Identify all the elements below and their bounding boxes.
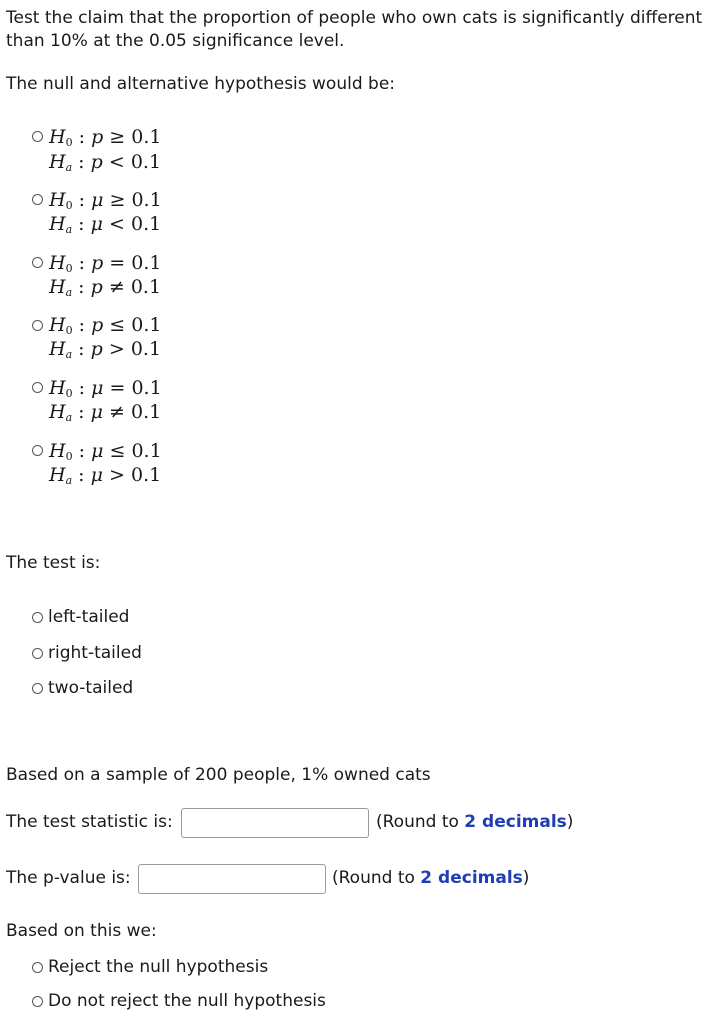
hypothesis-prompt: The null and alternative hypothesis would be: bbox=[6, 74, 396, 94]
conclusion-radio[interactable] bbox=[32, 996, 43, 1007]
test-radio[interactable] bbox=[32, 648, 43, 659]
test-statistic-label: The test statistic is: bbox=[6, 812, 173, 832]
null-hypothesis: $H_0$ : p ≥ 0.1 bbox=[49, 126, 162, 149]
p-value-input[interactable] bbox=[138, 864, 326, 894]
test-option-label[interactable]: right-tailed bbox=[48, 643, 142, 663]
alternative-hypothesis: $H_a$ : p ≠ 0.1 bbox=[49, 276, 162, 299]
hypothesis-radio[interactable] bbox=[32, 194, 43, 205]
hypothesis-radio[interactable] bbox=[32, 382, 43, 393]
conclusion-radio[interactable] bbox=[32, 962, 43, 973]
alternative-hypothesis: $H_a$ : p < 0.1 bbox=[49, 151, 162, 174]
null-hypothesis: $H_0$ : p = 0.1 bbox=[49, 252, 162, 275]
p-value-round-hint: (Round to 2 decimals) bbox=[332, 868, 530, 888]
conclusion-option-label[interactable]: Do not reject the null hypothesis bbox=[48, 991, 326, 1011]
sample-text: Based on a sample of 200 people, 1% owned cats bbox=[6, 765, 431, 785]
null-hypothesis: $H_0$ : μ ≥ 0.1 bbox=[49, 189, 162, 212]
alternative-hypothesis: $H_a$ : μ < 0.1 bbox=[49, 213, 162, 236]
alternative-hypothesis: $H_a$ : μ ≠ 0.1 bbox=[49, 401, 162, 424]
null-hypothesis: $H_0$ : μ = 0.1 bbox=[49, 377, 162, 400]
null-hypothesis: $H_0$ : p ≤ 0.1 bbox=[49, 314, 162, 337]
null-hypothesis: $H_0$ : μ ≤ 0.1 bbox=[49, 440, 162, 463]
test-option-label[interactable]: left-tailed bbox=[48, 607, 130, 627]
test-option-label[interactable]: two-tailed bbox=[48, 678, 134, 698]
hypothesis-radio[interactable] bbox=[32, 257, 43, 268]
hypothesis-radio[interactable] bbox=[32, 131, 43, 142]
question-line-1: Test the claim that the proportion of people who own cats is significantly different bbox=[6, 8, 703, 28]
test-radio[interactable] bbox=[32, 612, 43, 623]
test-label: The test is: bbox=[6, 553, 101, 573]
hypothesis-radio[interactable] bbox=[32, 445, 43, 456]
alternative-hypothesis: $H_a$ : p > 0.1 bbox=[49, 338, 162, 361]
question-line-2: than 10% at the 0.05 significance level. bbox=[6, 31, 345, 51]
conclusion-label: Based on this we: bbox=[6, 921, 157, 941]
test-statistic-round-hint: (Round to 2 decimals) bbox=[376, 812, 574, 832]
alternative-hypothesis: $H_a$ : μ > 0.1 bbox=[49, 464, 162, 487]
test-statistic-input[interactable] bbox=[181, 808, 369, 838]
test-radio[interactable] bbox=[32, 683, 43, 694]
conclusion-option-label[interactable]: Reject the null hypothesis bbox=[48, 957, 269, 977]
p-value-label: The p-value is: bbox=[6, 868, 131, 888]
hypothesis-radio[interactable] bbox=[32, 320, 43, 331]
